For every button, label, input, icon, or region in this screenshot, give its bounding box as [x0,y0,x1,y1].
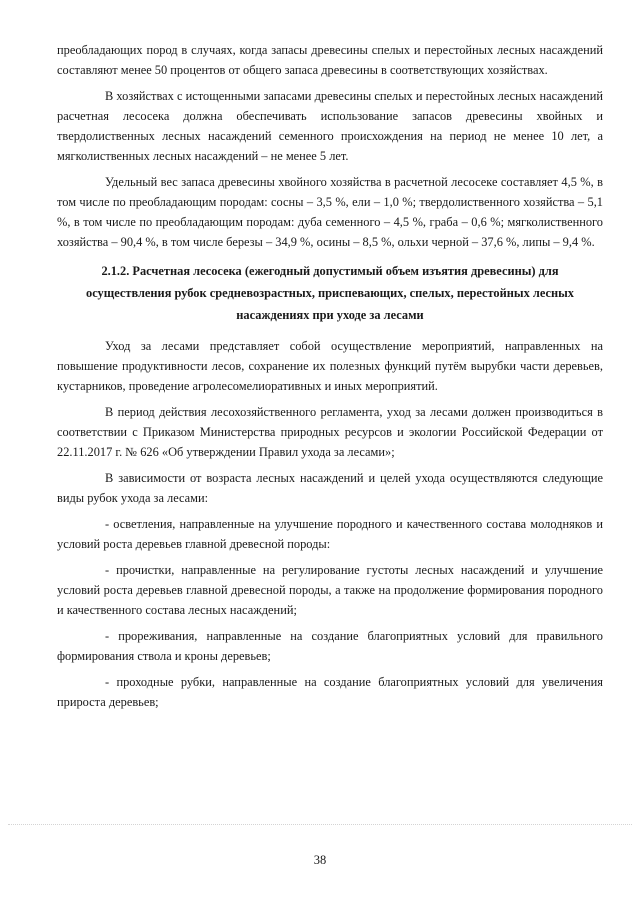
scan-artifact-line [8,824,632,825]
paragraph-forest-care-definition: Уход за лесами представляет собой осуществление мероприятий, направленных на повышение продуктивности лесов, сохранение их полезных функций путём вырубки части деревьев, кустарников, проведение агролесомелиоративных и иных мероприятий. [57,339,603,393]
list-item-cleaning: - прочистки, направленные на регулирование густоты лесных насаждений и улучшение условий роста деревьев главной древесной породы, а также на продолжение формирования породного и качественного состава лесных насаждений; [57,563,603,617]
page-body [57,40,603,712]
page-number: 38 [313,853,327,867]
list-item-clarification: - осветления, направленные на улучшение породного и качественного состава молодняков и условий роста деревьев главной древесной породы: [57,517,603,551]
section-heading: 2.1.2. Расчетная лесосека (ежегодный допустимый объем изъятия древесины) для осуществления рубок средневозрастных, приспевающих, спелых, перестойных лесных насаждениях при уходе за лесами [86,264,574,322]
list-item-passage-felling: - проходные рубки, направленные на создание благоприятных условий для увеличения прироста деревьев; [57,675,603,709]
paragraph-care-types-intro: В зависимости от возраста лесных насаждений и целей ухода осуществляются следующие виды рубок ухода за лесами: [57,471,603,505]
paragraph-depleted-stocks: В хозяйствах с истощенными запасами древесины спелых и перестойных лесных насаждений расчетная лесосека должна обеспечивать использование запасов древесины хвойных и твердолиственных лесных насаждений семенного происхождения на период не менее 10 лет, а мягколиственных лесных насаждений – не менее 5 лет. [57,89,603,163]
paragraph-continuation: преобладающих пород в случаях, когда запасы древесины спелых и перестойных лесных насаждений составляют менее 50 процентов от общего запаса древесины в соответствующих хозяйствах. [57,43,603,77]
paragraph-species-share: Удельный вес запаса древесины хвойного хозяйства в расчетной лесосеке составляет 4,5 %, в том числе по преобладающим породам: сосны – 3,5 %, ели – 1,0 %; твердолиственного хозяйства – 5,1 %, в том числе по преобладающим породам: дуба семенного – 4,5 %, граба – 0,6 %; мягколиственного хозяйства – 90,4 %, в том числе березы – 34,9 %, осины – 8,5 %, ольхи черной – 37,6 %, липы – 9,4 %. [57,175,603,249]
paragraph-regulation-reference: В период действия лесохозяйственного регламента, уход за лесами должен производиться в соответствии с Приказом Министерства природных ресурсов и экологии Российской Федерации от 22.11.2017 г. № 626 «Об утверждении Правил ухода за лесами»; [57,405,603,459]
list-item-thinning: - прореживания, направленные на создание благоприятных условий для правильного формирования ствола и кроны деревьев; [57,629,603,663]
